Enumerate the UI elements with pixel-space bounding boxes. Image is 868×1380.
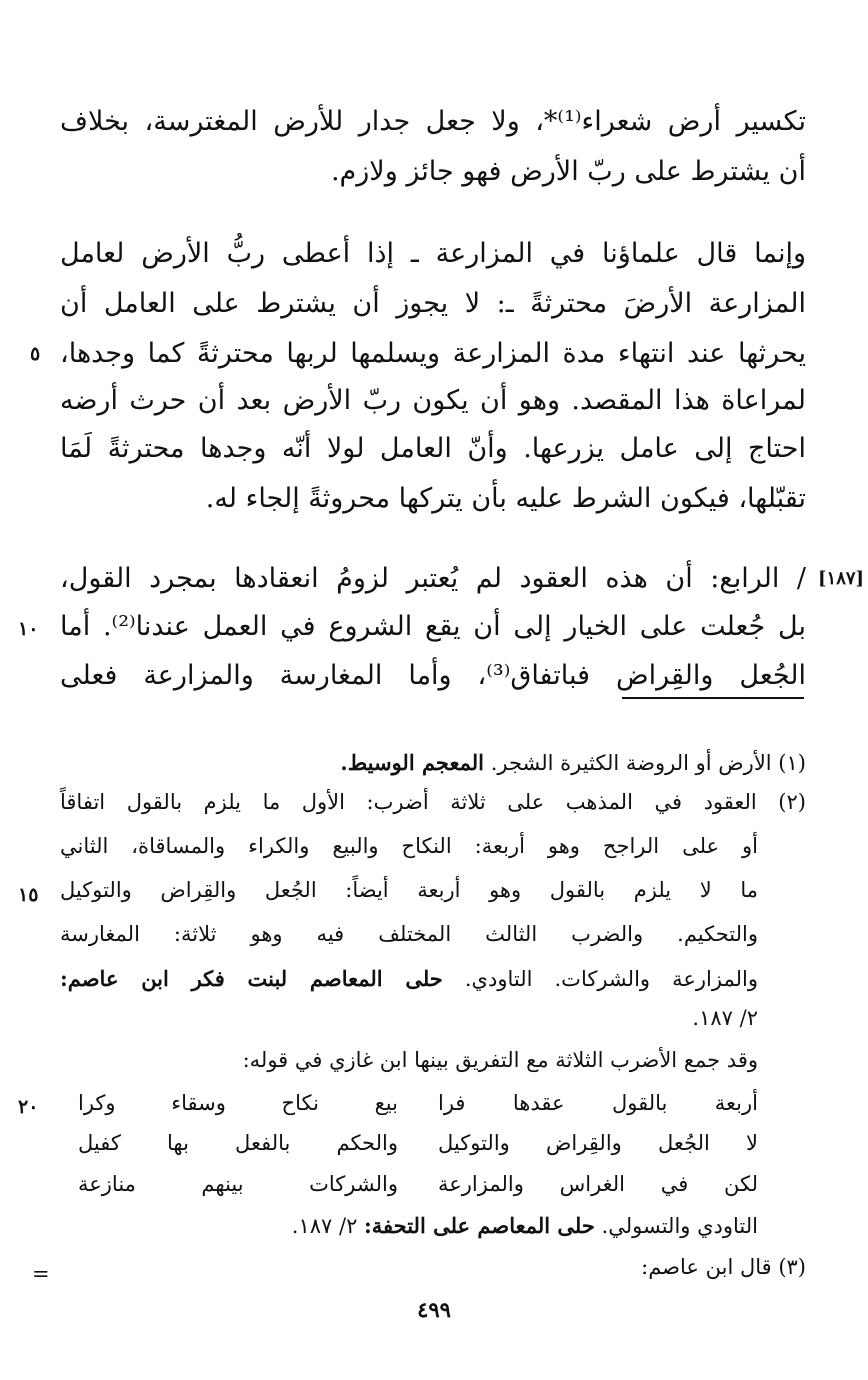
footnote-2-line-8 <box>292 1215 758 1237</box>
main-line-9: / الرابع: أن هذه العقود لم يُعتبر لزومُ انعقادها بمجرد القول، <box>60 563 806 594</box>
main-line-4: المزارعة الأرضَ محترثةً ـ: لا يجوز أن يشترط على العامل أن <box>60 288 806 319</box>
footnote-2-line-8-source: حلى المعاصم على التحفة: <box>364 1213 595 1238</box>
footnote-2-line-5-source: حلى المعاصم لبنت فكر ابن عاصم: <box>60 966 443 991</box>
main-line-10: بل جُعلت على الخيار إلى أن يقع الشروع في العمل عندنا⁽²⁾. أما <box>60 611 806 642</box>
footnote-2-line-7: وقد جمع الأضرب الثلاثة مع التفريق بينها ابن غازي في قوله: <box>242 1048 758 1072</box>
poem-verse-3-second-hemistich: والشركات بينهم منازعة <box>78 1172 398 1196</box>
line-number-5: ٥ <box>30 343 41 365</box>
footnote-1-text: (١) الأرض أو الروضة الكثيرة الشجر. <box>490 751 806 775</box>
continuation-marker: = <box>32 1262 50 1286</box>
page-reference-marker: [١٨٧] <box>818 568 865 589</box>
footnote-separator <box>622 697 804 699</box>
footnote-1 <box>340 752 806 774</box>
main-line-5: يحرثها عند انتهاء مدة المزارعة ويسلمها لربها محترثةً كما وجدها، <box>60 338 806 369</box>
poem-verse-1-second-hemistich: بيع نكاح وسقاء وكرا <box>78 1091 398 1115</box>
poem-verse-3-first-hemistich: لكن في الغراس والمزارعة <box>438 1172 758 1196</box>
poem-verse-2-second-hemistich: والحكم بالفعل بها كفيل <box>78 1131 398 1155</box>
footnote-2-line-1: (٢) العقود في المذهب على ثلاثة أضرب: الأول ما يلزم بالقول اتفاقاً <box>60 790 806 814</box>
line-number-15: ١٥ <box>18 884 39 906</box>
footnote-2-line-2: أو على الراجح وهو أربعة: النكاح والبيع والكراء والمساقاة، الثاني <box>60 834 758 858</box>
footnote-2-line-4: والتحكيم. والضرب الثالث المختلف فيه وهو ثلاثة: المغارسة <box>60 922 758 946</box>
footnote-1-source: المعجم الوسيط. <box>340 750 484 775</box>
main-line-6: لمراعاة هذا المقصد. وهو أن يكون ربّ الأرض بعد أن حرث أرضه <box>60 385 806 416</box>
page-number: ٤٩٩ <box>417 1297 451 1322</box>
poem-verse-1 <box>60 1093 758 1114</box>
footnote-2-line-5-text: والمزارعة والشركات. التاودي. <box>464 967 758 991</box>
poem-verse-1-first-hemistich: أربعة بالقول عقدها فرا <box>438 1091 758 1115</box>
poem-verse-2 <box>60 1133 758 1154</box>
poem-verse-2-first-hemistich: لا الجُعل والقِراض والتوكيل <box>438 1131 758 1155</box>
poem-verse-3 <box>60 1174 758 1195</box>
main-line-1: تكسير أرض شعراء⁽¹⁾*، ولا جعل جدار للأرض المغترسة، بخلاف <box>60 106 806 137</box>
footnote-2-line-6: ٢/ ١٨٧. <box>692 1006 758 1030</box>
footnote-2-line-8-ref: ٢/ ١٨٧. <box>291 1214 358 1238</box>
main-line-11: الجُعل والقِراض فباتفاق⁽³⁾، وأما المغارسة والمزارعة فعلى <box>60 660 807 691</box>
footnote-2-line-8-text: التاودي والتسولي. <box>601 1214 758 1238</box>
footnote-2-line-5 <box>60 968 758 990</box>
line-number-10: ١٠ <box>18 618 39 640</box>
footnote-3: (٣) قال ابن عاصم: <box>641 1255 806 1279</box>
main-line-2: أن يشترط على ربّ الأرض فهو جائز ولازم. <box>330 156 806 187</box>
main-line-3: وإنما قال علماؤنا في المزارعة ـ إذا أعطى ربُّ الأرض لعامل <box>60 238 806 269</box>
footnote-2-line-3: ما لا يلزم بالقول وهو أربعة أيضاً: الجُعل والقِراض والتوكيل <box>60 878 758 902</box>
main-line-8: تقبّلها، فيكون الشرط عليه بأن يتركها محروثةً إلجاء له. <box>205 483 806 514</box>
line-number-20: ٢٠ <box>18 1096 39 1118</box>
main-line-7: احتاج إلى عامل يزرعها. وأنّ العامل لولا أنّه وجدها محترثةً لَمَا <box>60 433 806 464</box>
